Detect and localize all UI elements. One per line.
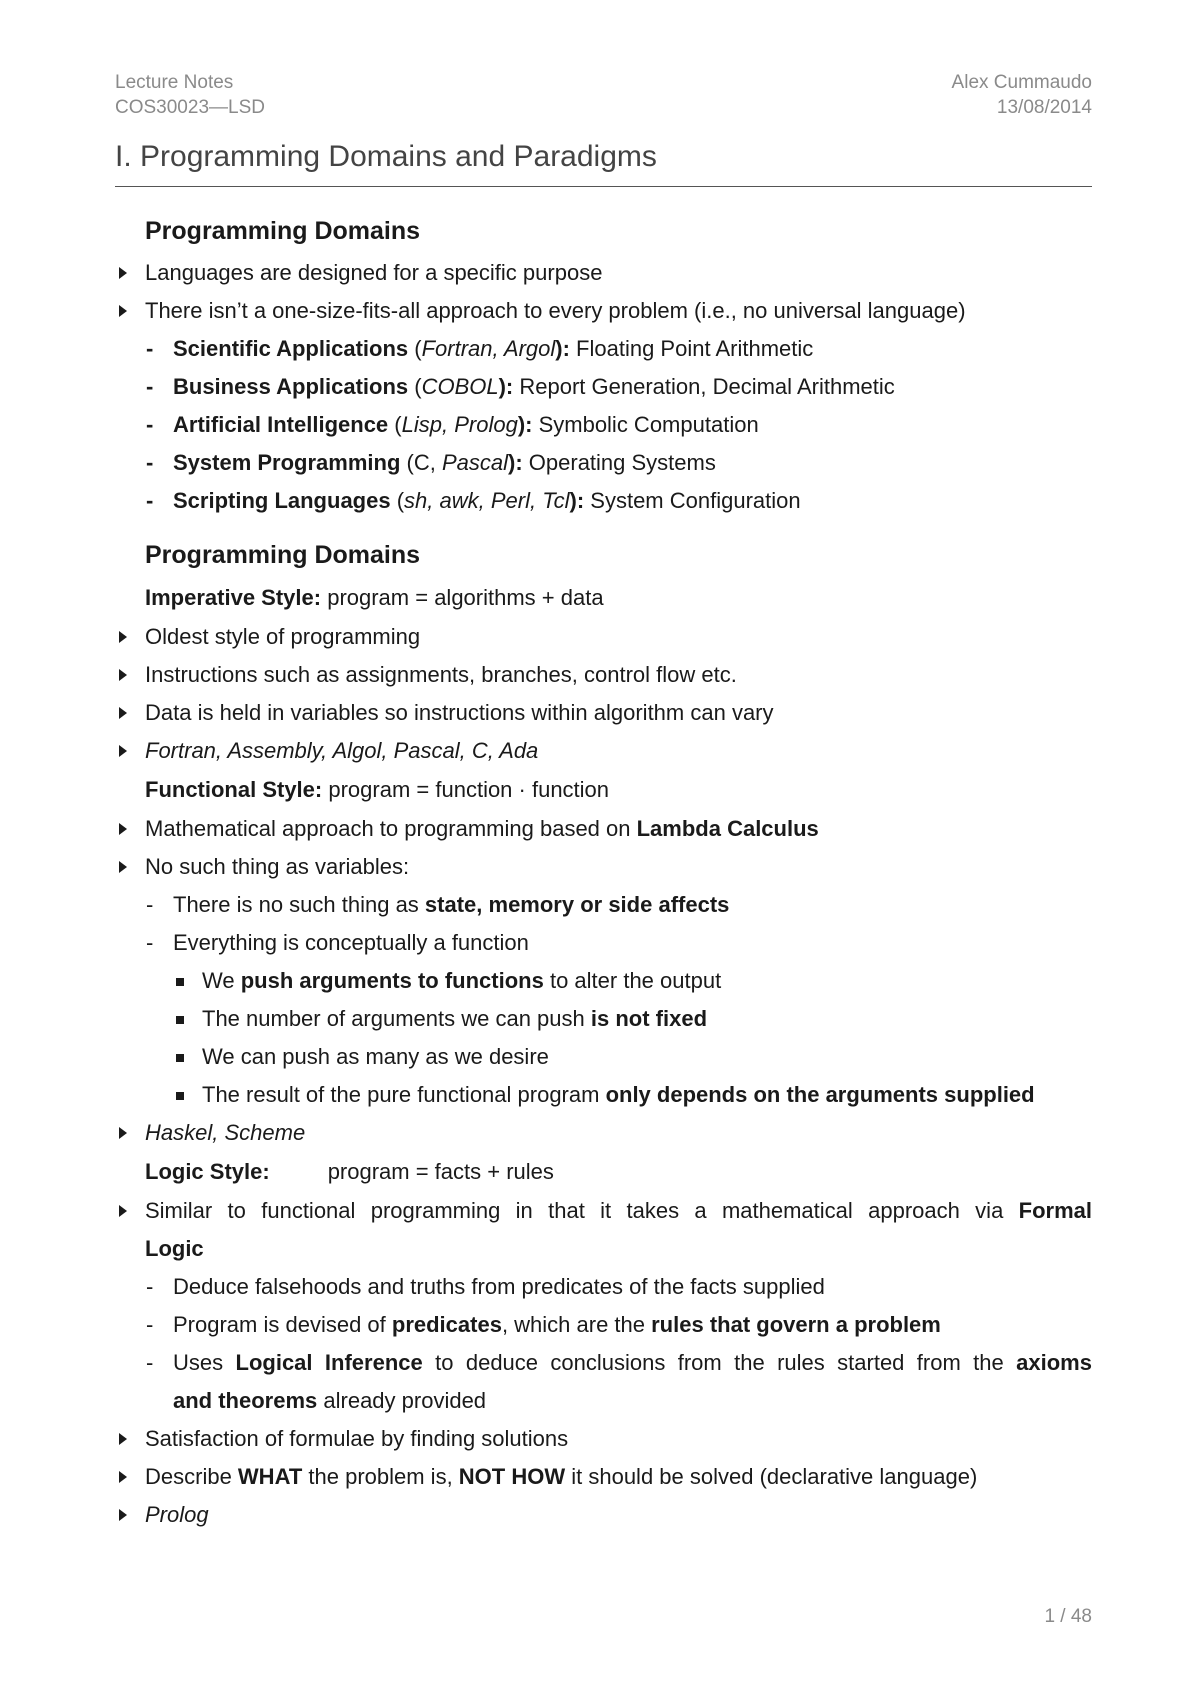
bullet-item: Fortran, Assembly, Algol, Pascal, C, Ada (115, 732, 1092, 770)
author-name: Alex Cummaudo (951, 72, 1092, 93)
sub-sub-bullet-item: We push arguments to functions to alter the output (115, 962, 1092, 1000)
sub-bullet-item: - There is no such thing as state, memory or side affects (146, 892, 730, 917)
bullet-item: Oldest style of programming (115, 618, 1092, 656)
bullet-item: Describe WHAT the problem is, NOT HOW it should be solved (declarative language) (115, 1458, 1092, 1496)
sub-bullet-item: - Deduce falsehoods and truths from predicates of the facts supplied (146, 1274, 825, 1299)
domain-item: - Artificial Intelligence (Lisp, Prolog): Symbolic Computation (146, 412, 759, 437)
sub-bullet-item: - Uses Logical Inference to deduce conclusions from the rules started from the axioms and theorems already provided (146, 1350, 1092, 1413)
domain-item: - Scripting Languages (sh, awk, Perl, Tcl): System Configuration (146, 488, 801, 513)
bullet-item: Languages are designed for a specific purpose (115, 254, 1092, 292)
page-title: I. Programming Domains and Paradigms (115, 140, 657, 173)
style-formula-imperative: Imperative Style: program = algorithms + data (145, 585, 604, 610)
section-heading-domains: Programming Domains (145, 217, 421, 245)
sub-sub-bullet-item: The number of arguments we can push is not fixed (115, 1000, 1092, 1038)
course-label: Lecture Notes (115, 72, 234, 93)
sub-sub-bullet-item: The result of the pure functional program only depends on the arguments supplied (115, 1076, 1092, 1114)
course-code: COS30023—LSD (115, 97, 265, 118)
section-heading-paradigms: Programming Domains (145, 541, 421, 569)
style-formula-functional: Functional Style: program = function · function (145, 777, 610, 802)
bullet-item: Mathematical approach to programming based on Lambda Calculus (115, 810, 1092, 848)
domain-item: - System Programming (C, Pascal): Operating Systems (146, 450, 716, 475)
domain-item: - Business Applications (COBOL): Report Generation, Decimal Arithmetic (146, 374, 895, 399)
sub-bullet-item: - Everything is conceptually a function (146, 930, 529, 955)
title-divider (115, 186, 1092, 187)
bullet-item: Satisfaction of formulae by finding solutions (115, 1420, 1092, 1458)
header-right (952, 70, 1092, 120)
bullet-item: Prolog (115, 1496, 1092, 1534)
bullet-item: Similar to functional programming in that it takes a mathematical approach via Formal Logic (115, 1192, 1092, 1268)
domain-item: - Scientific Applications (Fortran, Argol): Floating Point Arithmetic (146, 336, 814, 361)
bullet-item: No such thing as variables: (115, 848, 1092, 886)
bullet-item: There isn’t a one-size-fits-all approach to every problem (i.e., no universal language) (115, 292, 1092, 330)
bullet-item: Data is held in variables so instructions within algorithm can vary (115, 694, 1092, 732)
lecture-date: 13/08/2014 (996, 97, 1092, 118)
lecture-content (115, 208, 1092, 1534)
style-formula-logic: Logic Style: program = facts + rules (145, 1159, 554, 1184)
header-left (115, 70, 265, 120)
sub-bullet-item: - Program is devised of predicates, which are the rules that govern a problem (146, 1312, 941, 1337)
page-number: 1 / 48 (1044, 1606, 1092, 1627)
bullet-item: Instructions such as assignments, branches, control flow etc. (115, 656, 1092, 694)
sub-sub-bullet-item: We can push as many as we desire (115, 1038, 1092, 1076)
bullet-item: Haskel, Scheme (115, 1114, 1092, 1152)
